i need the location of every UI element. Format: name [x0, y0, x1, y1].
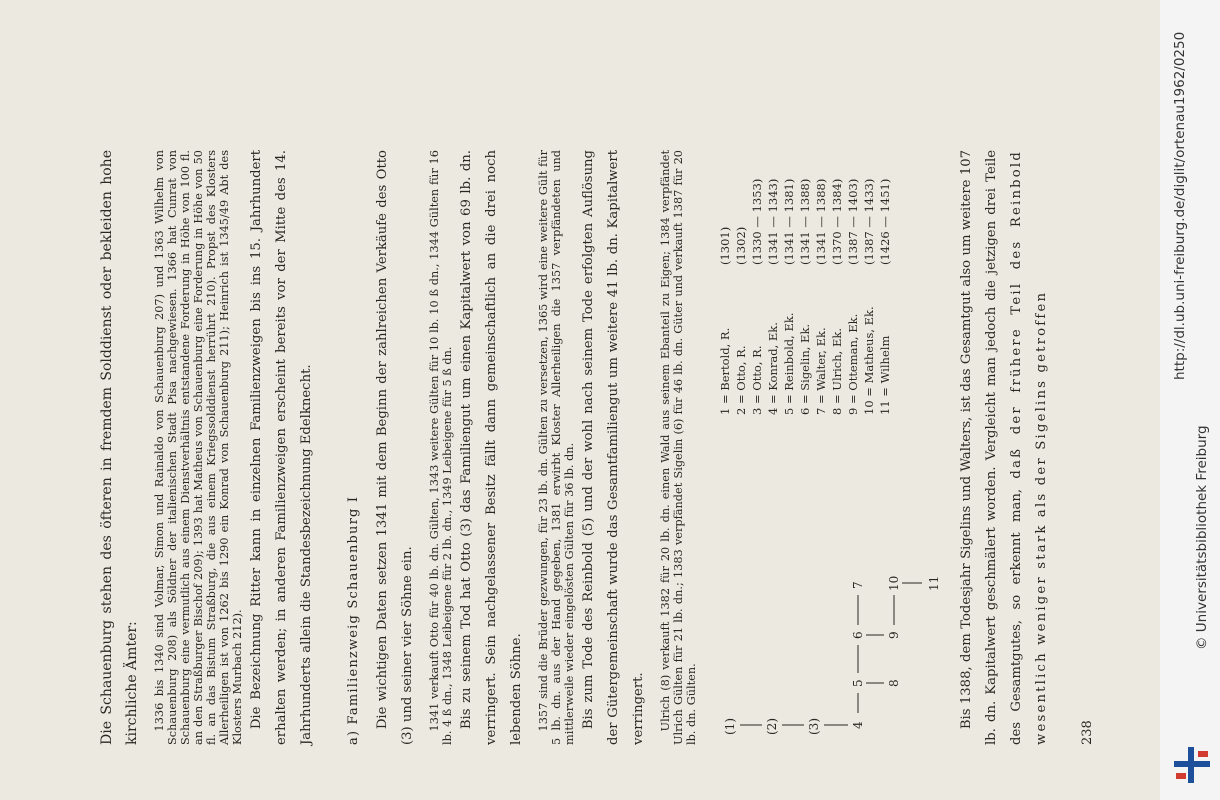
legend-years: (1341 — 1381): [782, 178, 796, 265]
genealogy-legend: [718, 145, 894, 415]
tree-node-6: 6: [851, 631, 865, 639]
summary-paragraph-1388: [954, 150, 1054, 745]
legend-name: 5 = Reinbold, Ek.: [782, 312, 796, 415]
legend-row: [862, 145, 878, 415]
legend-name: 11 = Wilhelm: [878, 335, 892, 415]
legend-name: 7 = Walter, Ek.: [814, 327, 828, 415]
legend-name: 10 = Matheus, Ek.: [862, 306, 876, 415]
sidebar-rotated-text: [1160, 0, 1220, 800]
tree-node-3: (3): [807, 718, 821, 735]
legend-name: 6 = Sigelin, Ek.: [798, 323, 812, 415]
legend-name: 9 = Otteman, Ek.: [846, 313, 860, 415]
ulrich-paragraph: Ulrich (8) verkauft 1382 für 20 lb. dn. einen Wald aus seinem Ebanteil zu Eigen; 1384 verpfändet Ulrich Gülten für 21 lb. dn.; 1383 verpfändet Sigelin (6) für 46 lb. dn. Güter und verkauft 1387 für 20 lb. dn. Gülten.: [659, 150, 698, 745]
tree-node-2: (2): [765, 718, 779, 735]
tree-node-7: 7: [851, 581, 865, 589]
summary-text: Bis 1388, dem Todesjahr Sigelins und Walters, ist das Gesamtgut also um weitere 107 lb. dn. Kapitalwert geschmälert worden. Vergleicht man jedoch die jetzigen drei Teile des Gesamtgutes, so erkennt man,: [959, 150, 1024, 745]
legend-row: [830, 145, 846, 415]
legend-years: (1301): [718, 226, 732, 265]
legend-years: (1387 — 1403): [846, 178, 860, 265]
section-heading: a) Familienzweig Schauenburg I: [346, 495, 361, 745]
legend-years: (1330 — 1353): [750, 178, 764, 265]
reinbold-paragraph: Bis zum Tode des Reinbold (5) und der wohl nach seinem Tode erfolgten Auflösung der Gütergemeinschaft wurde das Gesamtfamiliengut um weitere 41 lb. dn. Kapitalwert verringert.: [581, 150, 646, 745]
legend-row: [734, 145, 750, 415]
legend-years: (1341 — 1388): [814, 178, 828, 265]
legend-years: (1341 — 1343): [766, 178, 780, 265]
copyright-notice: © Universitätsbibliothek Freiburg: [1194, 425, 1210, 650]
legend-name: 2 = Otto, R.: [734, 345, 748, 415]
intro-paragraph: Die Schauenburg stehen des öfteren in fremdem Solddienst oder bekleiden hohe kirchliche Ämter:: [99, 150, 140, 745]
source-url-link[interactable]: http://dl.ub.uni-freiburg.de/diglit/ortenau1962/0250: [1172, 31, 1188, 380]
daten-paragraph: Die wichtigen Daten setzen 1341 mit dem Beginn der zahlreichen Verkäufe des Otto (3) und seiner vier Söhne ein.: [375, 150, 415, 745]
legend-years: (1302): [734, 226, 748, 265]
legend-years: (1387 — 1433): [862, 178, 876, 265]
legend-name: 8 = Ulrich, Ek.: [830, 328, 844, 415]
legend-years: (1426 — 1451): [878, 178, 892, 265]
legend-row: [878, 145, 894, 415]
legend-row: [750, 145, 766, 415]
footnote-paragraph-1336: 1336 bis 1340 sind Volmar, Simon und Rainaldo von Schauenburg 207) und 1363 Wilhelm von Schauenburg 208) als Söldner der italienischen Stadt Pisa nachgewiesen. 1366 hat Cunrat von Schauenburg eine vermutlich aus einem Dienstverhältnis entstandene Forderung in Höhe von 100 fl. an den Straßburger Bischof 209); 1393 hat Matheus von Schauenburg eine Forderung in Höhe von 50 fl. an das Bistum Straßburg, die aus einem Kriegssolddienst herrührt 210). Propst des Klosters Allerheiligen ist von 1262 bis 1290 ein Konrad von Schauenburg 211); Heinrich ist 1345/49 Abt des Klosters Murbach 212).: [153, 150, 244, 745]
tree-node-10: 10: [887, 575, 901, 591]
legend-row: [798, 145, 814, 415]
legend-row: [846, 145, 862, 415]
legend-row: [766, 145, 782, 415]
tree-node-1: (1): [723, 718, 737, 735]
ritter-paragraph: Die Bezeichnung Ritter kann in einzelnen Familienzweigen bis ins 15. Jahrhundert erhalten werden; in anderen Familienzweigen erscheint bereits vor der Mitte des 14. Jahrhunderts allein die Standesbezeichnung Edelknecht.: [249, 150, 314, 745]
tree-node-4: 4: [851, 721, 865, 729]
legend-years: (1341 — 1388): [798, 178, 812, 265]
family-tree: [718, 455, 948, 745]
genealogy-figure: [718, 150, 948, 745]
legend-row: [718, 145, 734, 415]
page-body: [95, 150, 1054, 745]
ub-freiburg-logo-icon: [1172, 745, 1212, 785]
legend-name: 1 = Bertold, R.: [718, 327, 732, 415]
tree-node-11: 11: [927, 575, 941, 591]
legend-row: [782, 145, 798, 415]
page-number: 238: [1080, 720, 1095, 745]
legend-row: [814, 145, 830, 415]
tree-node-8: 8: [887, 679, 901, 687]
tod-paragraph: Bis zu seinem Tod hat Otto (3) das Familiengut um einen Kapitalwert von 69 lb. dn. verringert. Sein nachgelassener Besitz fällt dann gemeinschaftlich an die drei noch lebenden Söhne.: [459, 150, 524, 745]
legend-years: (1370 — 1384): [830, 178, 844, 265]
brothers-1357-paragraph: 1357 sind die Brüder gezwungen, für 23 lb. dn. Gülten zu versetzen, 1365 wird eine weitere Gült für 5 lb. dn. aus der Hand gegeben, 1381 erwirbt Kloster Allerheiligen die 1357 verpfändeten und mittlerweile wieder eingelösten Gülten für 36 lb. dn.: [537, 150, 576, 745]
tree-node-5: 5: [851, 679, 865, 687]
sales-1341-paragraph: 1341 verkauft Otto für 40 lb. dn. Gülten, 1343 weitere Gülten für 10 lb. 10 ß dn., 1344 Gülten für 16 lb. 4 ß dn., 1348 Leibeigene für 2 lb. dn., 1349 Leibeigene für 5 ß dn.: [428, 150, 454, 745]
legend-name: 4 = Konrad, Ek.: [766, 322, 780, 415]
tree-node-9: 9: [887, 631, 901, 639]
summary-emphasis: daß der frühere Teil des Reinbold wesentlich weniger stark als der Sigelins getroffen: [1009, 150, 1049, 745]
digitization-sidebar: [1160, 0, 1220, 800]
legend-name: 3 = Otto, R.: [750, 345, 764, 415]
